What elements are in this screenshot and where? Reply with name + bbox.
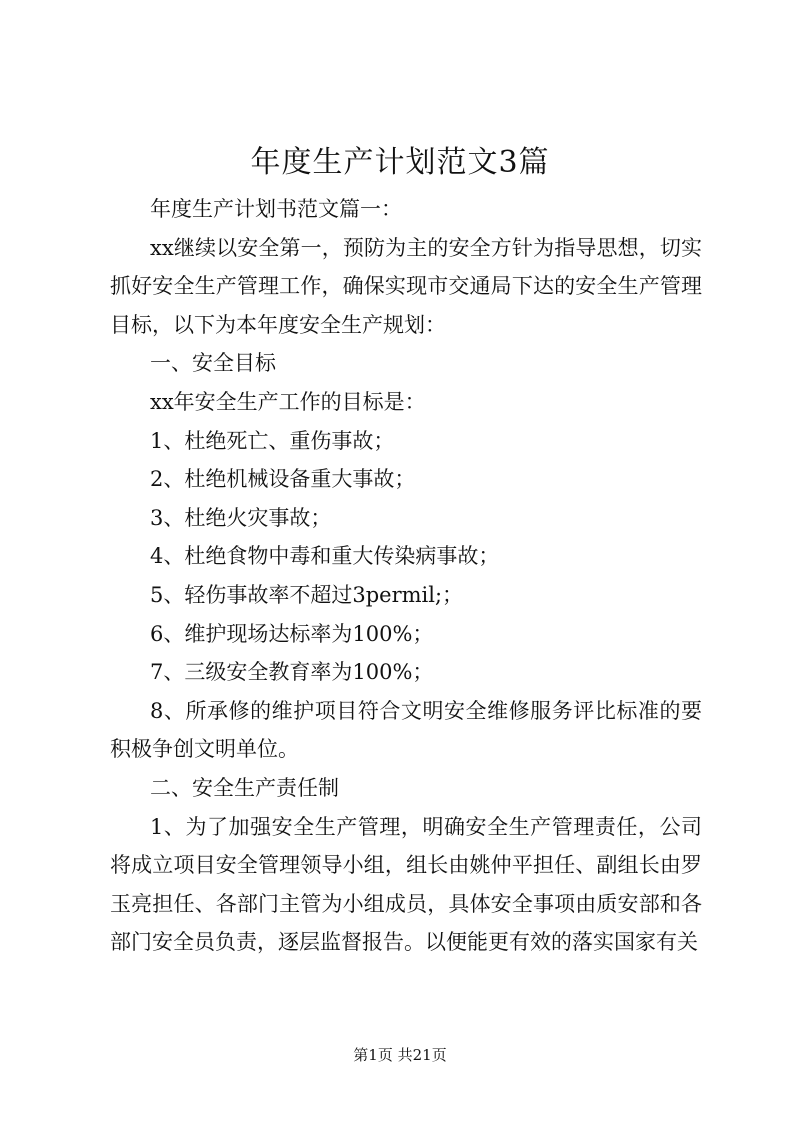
goal-item-5: 5、轻伤事故率不超过3permil;；	[150, 582, 464, 607]
document-title: 年度生产计划范文3篇	[250, 145, 550, 180]
goal-item-8: 8、所承修的维护项目符合文明安全维修服务评比标准的要积极争创文明单位。	[110, 698, 702, 762]
goals-intro: xx年安全生产工作的目标是：	[150, 389, 426, 414]
goal-item-4: 4、杜绝食物中毒和重大传染病事故；	[150, 544, 500, 569]
goal-item-3: 3、杜绝火灾事故；	[150, 505, 332, 530]
goal-item-6: 6、维护现场达标率为100%；	[150, 621, 434, 646]
responsibility-paragraph: 1、为了加强安全生产管理，明确安全生产管理责任，公司将成立项目安全管理领导小组，组长由姚仲平担任、副组长由罗玉亮担任、各部门主管为小组成员，具体安全事项由质安部和各部门安全员负责，逐层监督报告。以便能更有效的落实国家有关	[110, 814, 702, 955]
goal-item-7: 7、三级安全教育率为100%；	[150, 660, 434, 685]
page-footer: 第1页 共21页	[353, 1046, 447, 1064]
section-heading-part-one: 年度生产计划书范文篇一：	[150, 197, 402, 221]
section-heading-safety-goals: 一、安全目标	[150, 351, 276, 376]
section-heading-responsibility: 二、安全生产责任制	[150, 775, 339, 800]
goal-item-1: 1、杜绝死亡、重伤事故；	[150, 428, 395, 453]
intro-paragraph: xx继续以安全第一，预防为主的安全方针为指导思想，切实抓好安全生产管理工作，确保实现市交通局下达的安全生产管理目标，以下为本年度安全生产规划：	[110, 235, 702, 337]
goal-item-2: 2、杜绝机械设备重大事故；	[150, 467, 416, 492]
document-body	[110, 190, 702, 962]
